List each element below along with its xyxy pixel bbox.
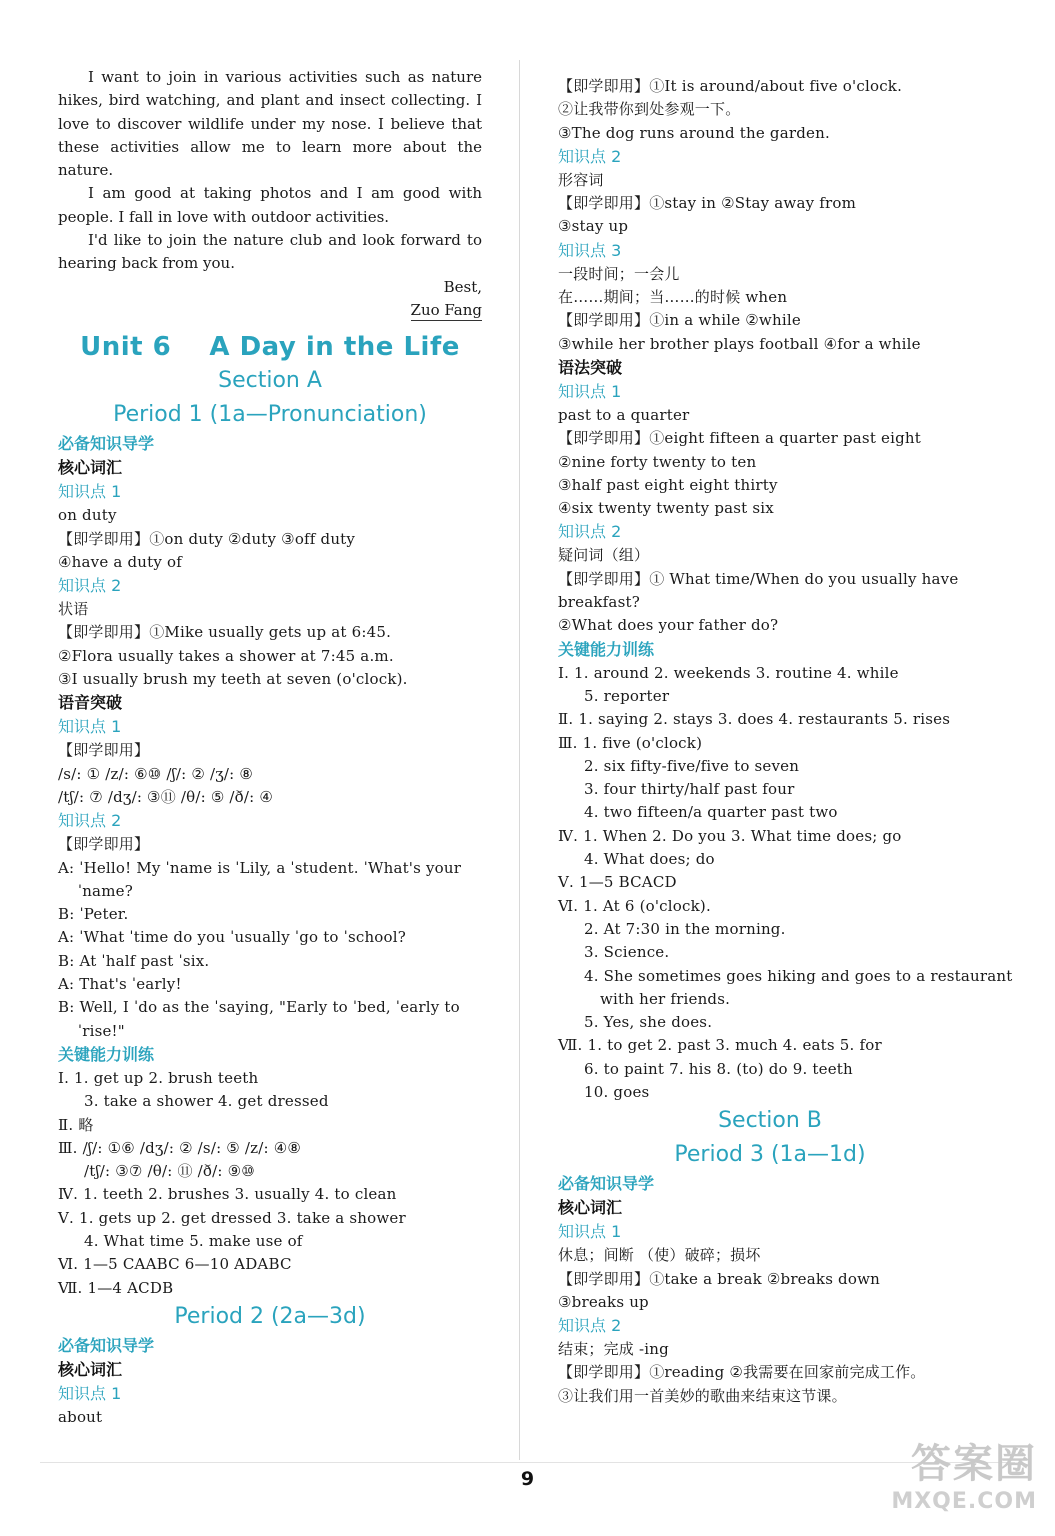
answer-line: 4. What time 5. make use of bbox=[84, 1231, 303, 1250]
answer-line: /tʃ/: ③⑦ /θ/: ⑪ /ð/: ⑨⑩ bbox=[84, 1162, 255, 1181]
letter bbox=[58, 66, 482, 322]
period-1-title: Period 1 (1a—Pronunciation) bbox=[113, 402, 427, 428]
answer-line: Ⅴ. 1—5 BCACD bbox=[558, 873, 677, 892]
answer-line: 3. Science. bbox=[584, 943, 670, 962]
answer-line: 休息；间断 （使）破碎；损坏 bbox=[558, 1246, 761, 1265]
answer-line: 3. four thirty/half past four bbox=[584, 780, 795, 799]
answer-line: about bbox=[58, 1407, 103, 1426]
answer-line: ③The dog runs around the garden. bbox=[558, 123, 830, 142]
answer-line: ②Flora usually takes a shower at 7:45 a.m. bbox=[58, 646, 394, 665]
answer-line: Ⅰ. 1. get up 2. brush teeth bbox=[58, 1068, 259, 1087]
dialogue-line: B: Well, I ˈdo as the ˈsaying, "Early to ˈbed, ˈearly to bbox=[58, 998, 460, 1017]
dialogue-line: ˈname? bbox=[58, 881, 133, 900]
knowledge-point-heading: 知识点 1 bbox=[558, 381, 622, 401]
answer-line: ③让我们用一首美妙的歌曲来结束这节课。 bbox=[558, 1386, 847, 1405]
answer-line: Ⅲ. /ʃ/: ①⑥ /dʒ/: ② /s/: ⑤ /z/: ④⑧ bbox=[58, 1138, 302, 1157]
answer-line: Ⅳ. 1. teeth 2. brushes 3. usually 4. to clean bbox=[58, 1185, 397, 1204]
answer-line: Ⅱ. 略 bbox=[58, 1115, 94, 1134]
answer-line: 【即学即用】 bbox=[58, 835, 150, 854]
site-watermark bbox=[857, 1440, 1037, 1532]
knowledge-point-heading: 知识点 1 bbox=[558, 1222, 622, 1242]
answer-line: 2. At 7:30 in the morning. bbox=[584, 919, 786, 938]
answer-line: 6. to paint 7. his 8. (to) do 9. teeth bbox=[584, 1059, 853, 1078]
answer-line: /s/: ① /z/: ⑥⑩ /ʃ/: ② /ʒ/: ⑧ bbox=[58, 764, 253, 783]
knowledge-point-heading: 知识点 1 bbox=[58, 717, 122, 737]
vocab-heading: 核心词汇 bbox=[558, 1198, 623, 1218]
answer-line: 一段时间；一会儿 bbox=[558, 264, 680, 283]
answer-line: Ⅳ. 1. When 2. Do you 3. What time does; go bbox=[558, 826, 902, 845]
letter-signature-row bbox=[58, 299, 482, 322]
period-2-title: Period 2 (2a—3d) bbox=[174, 1303, 366, 1329]
letter-signature: Zuo Fang bbox=[410, 300, 482, 319]
grammar-heading: 语法突破 bbox=[558, 357, 623, 377]
guide-heading: 必备知识导学 bbox=[558, 1174, 655, 1194]
knowledge-point-heading: 知识点 1 bbox=[58, 482, 122, 502]
answer-line: 【即学即用】①stay in ②Stay away from bbox=[558, 194, 857, 213]
section-a-title: Section A bbox=[218, 368, 322, 394]
answer-line: 2. six fifty-five/five to seven bbox=[584, 756, 800, 775]
answer-line: 【即学即用】①in a while ②while bbox=[558, 311, 801, 330]
dialogue-line: B: ˈPeter. bbox=[58, 905, 129, 924]
answer-line: breakfast? bbox=[558, 593, 640, 612]
left-column bbox=[58, 66, 482, 1429]
answer-line: 【即学即用】 bbox=[58, 741, 150, 760]
vocab-heading: 核心词汇 bbox=[58, 458, 123, 478]
answer-line: ③I usually brush my teeth at seven (o'clock). bbox=[58, 670, 408, 689]
answer-line: 疑问词（组） bbox=[558, 546, 650, 565]
answer-line: 在……期间；当……的时候 when bbox=[558, 288, 788, 307]
answer-line: 5. reporter bbox=[584, 686, 670, 705]
letter-paragraph: I am good at taking photos and I am good with people. I fall in love with outdoor activities. bbox=[58, 184, 482, 226]
knowledge-point-heading: 知识点 1 bbox=[58, 1383, 122, 1403]
answer-line: 【即学即用】①eight fifteen a quarter past eight bbox=[558, 429, 921, 448]
answer-line: past to a quarter bbox=[558, 405, 690, 424]
unit-title: Unit 6 A Day in the Life bbox=[80, 332, 460, 363]
training-heading: 关键能力训练 bbox=[558, 639, 655, 659]
answer-line: Ⅵ. 1. At 6 (o'clock). bbox=[558, 896, 711, 915]
answer-line: 【即学即用】①Mike usually gets up at 6:45. bbox=[58, 623, 392, 642]
knowledge-point-heading: 知识点 2 bbox=[558, 146, 622, 166]
watermark-url: MXQE.COM bbox=[891, 1489, 1037, 1514]
answer-line: ③while her brother plays football ④for a while bbox=[558, 334, 921, 353]
knowledge-point-heading: 知识点 2 bbox=[58, 576, 122, 596]
letter-paragraph: I'd like to join the nature club and look forward to hearing back from you. bbox=[58, 231, 482, 273]
answer-line: ②nine forty twenty to ten bbox=[558, 452, 757, 471]
answer-line: 【即学即用】①reading ②我需要在回家前完成工作。 bbox=[558, 1363, 926, 1382]
answer-line: 4. two fifteen/a quarter past two bbox=[584, 803, 838, 822]
answer-line: Ⅱ. 1. saying 2. stays 3. does 4. restaurants 5. rises bbox=[558, 710, 951, 729]
answer-line: ③stay up bbox=[558, 217, 629, 236]
answer-line: ④six twenty twenty past six bbox=[558, 499, 774, 518]
guide-heading: 必备知识导学 bbox=[58, 434, 155, 454]
column-divider bbox=[519, 60, 520, 1460]
letter-paragraph: I want to join in various activities such as nature hikes, bird watching, and plant and insect collecting. I love to discover wildlife under my nose. I believe that these activities allow me to learn more about the nature. bbox=[58, 68, 482, 180]
answer-line: Ⅶ. 1. to get 2. past 3. much 4. eats 5. for bbox=[558, 1036, 882, 1055]
vocab-heading: 核心词汇 bbox=[58, 1359, 123, 1379]
answer-line: ②让我带你到处参观一下。 bbox=[558, 100, 741, 119]
page-number: 9 bbox=[520, 1468, 535, 1490]
answer-line: ③half past eight eight thirty bbox=[558, 475, 778, 494]
knowledge-point-heading: 知识点 2 bbox=[58, 811, 122, 831]
dialogue-line: A: ˈWhat ˈtime do you ˈusually ˈgo to ˈschool? bbox=[58, 928, 407, 947]
phonetics-heading: 语音突破 bbox=[58, 693, 123, 713]
training-heading: 关键能力训练 bbox=[58, 1044, 155, 1064]
dialogue-line: A: That's ˈearly! bbox=[58, 975, 182, 994]
watermark-logo-text: 答案圈 bbox=[911, 1441, 1037, 1487]
knowledge-point-heading: 知识点 3 bbox=[558, 240, 622, 260]
answer-line: Ⅴ. 1. gets up 2. get dressed 3. take a shower bbox=[58, 1208, 406, 1227]
answer-line: ③breaks up bbox=[558, 1292, 649, 1311]
answer-line: 10. goes bbox=[584, 1082, 650, 1101]
answer-line: Ⅲ. 1. five (o'clock) bbox=[558, 733, 703, 752]
letter-closing: Best, bbox=[443, 277, 482, 296]
guide-heading: 必备知识导学 bbox=[58, 1335, 155, 1355]
dialogue-line: ˈrise!" bbox=[58, 1021, 125, 1040]
right-column bbox=[558, 75, 1013, 1408]
answer-line: Ⅶ. 1—4 ACDB bbox=[58, 1278, 174, 1297]
answer-line: Ⅵ. 1—5 CAABC 6—10 ADABC bbox=[58, 1255, 292, 1274]
answer-line: ②What does your father do? bbox=[558, 616, 779, 635]
knowledge-point-heading: 知识点 2 bbox=[558, 1316, 622, 1336]
answer-line: 形容词 bbox=[558, 170, 604, 189]
answer-line: ④have a duty of bbox=[58, 552, 182, 571]
answer-line: 【即学即用】① What time/When do you usually have bbox=[558, 569, 959, 588]
knowledge-point-heading: 知识点 2 bbox=[558, 522, 622, 542]
answer-line: 结束；完成 -ing bbox=[558, 1340, 669, 1359]
answer-line: 状语 bbox=[58, 600, 89, 619]
answer-line: 4. She sometimes goes hiking and goes to a restaurant bbox=[584, 966, 1013, 985]
dialogue-line: A: ˈHello! My ˈname is ˈLily, a ˈstudent. ˈWhat's your bbox=[58, 858, 462, 877]
period-3-title: Period 3 (1a—1d) bbox=[674, 1142, 866, 1168]
answer-line: 【即学即用】①It is around/about five o'clock. bbox=[558, 77, 903, 95]
answer-line: 5. Yes, she does. bbox=[584, 1013, 713, 1032]
dialogue-line: B: At ˈhalf past ˈsix. bbox=[58, 951, 210, 970]
answer-line: 3. take a shower 4. get dressed bbox=[84, 1092, 329, 1111]
answer-line: 【即学即用】①on duty ②duty ③off duty bbox=[58, 529, 356, 548]
answer-line: 【即学即用】①take a break ②breaks down bbox=[558, 1269, 880, 1288]
answer-line: Ⅰ. 1. around 2. weekends 3. routine 4. while bbox=[558, 663, 899, 682]
answer-line: on duty bbox=[58, 506, 117, 525]
answer-line: with her friends. bbox=[600, 989, 731, 1008]
answer-line: /tʃ/: ⑦ /dʒ/: ③⑪ /θ/: ⑤ /ð/: ④ bbox=[58, 787, 274, 806]
section-b-title: Section B bbox=[718, 1108, 822, 1134]
answer-line: 4. What does; do bbox=[584, 850, 715, 869]
